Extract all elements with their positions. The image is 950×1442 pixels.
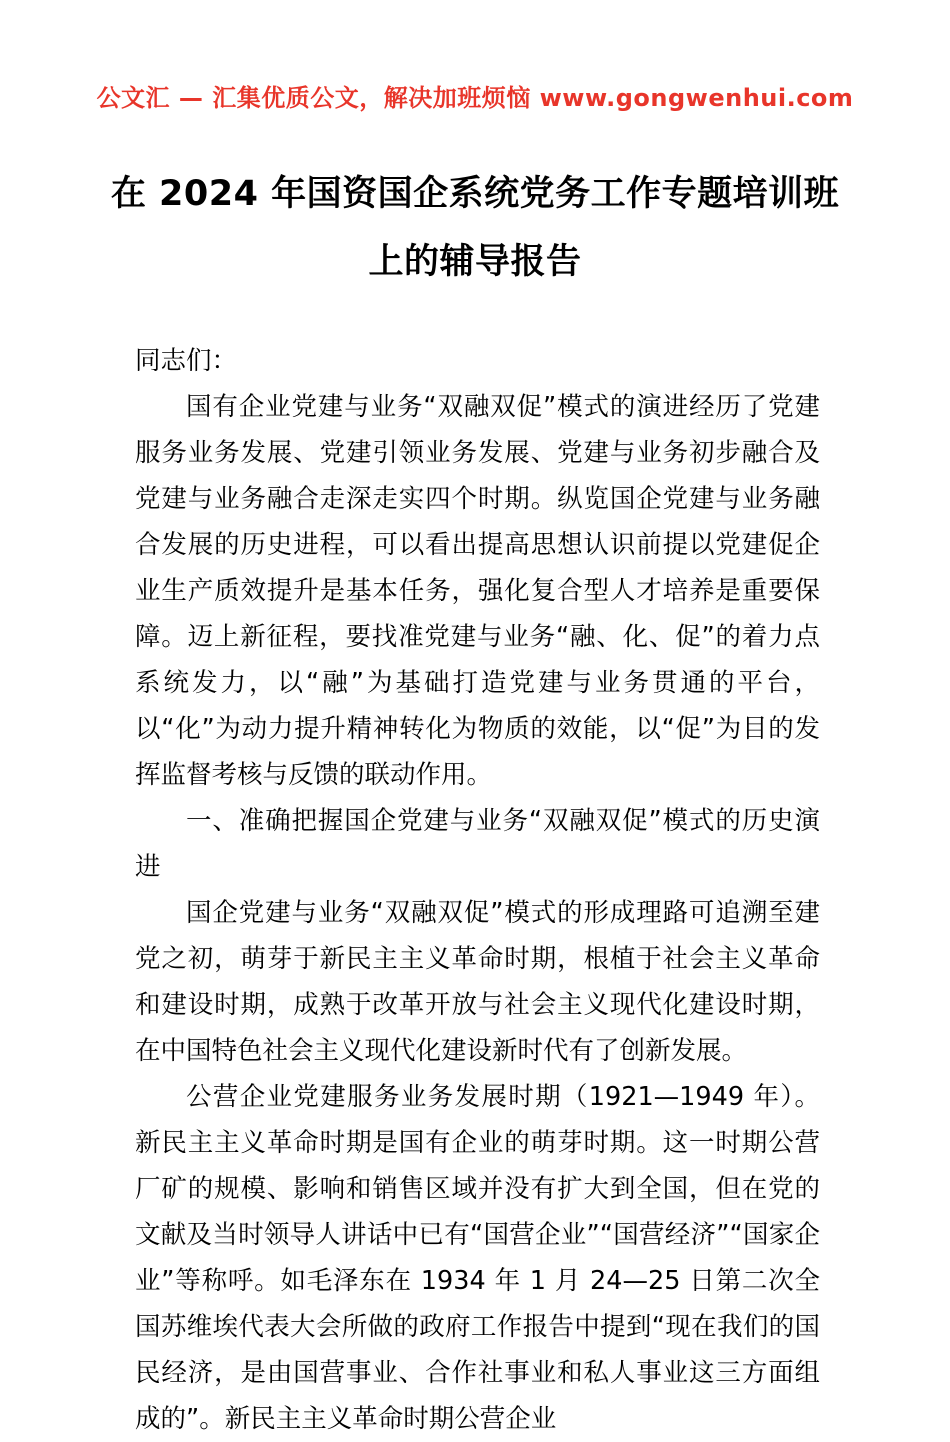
body-paragraph: 国企党建与业务“双融双促”模式的形成理路可追溯至建党之初，萌芽于新民主主义革命时期，根植于社会主义革命和建设时期，成熟于改革开放与社会主义现代化建设时期，在中国特色社会主义现代化建设新时代有了创新发展。 — [135, 898, 820, 1066]
document-body — [0, 338, 950, 1442]
section-heading-one: 一、准确把握国企党建与业务“双融双促”模式的历史演进 — [135, 806, 820, 882]
salutation-paragraph: 同志们： — [135, 346, 238, 376]
site-watermark: 公文汇 — 汇集优质公文，解决加班烦恼 www.gongwenhui.com — [96, 84, 854, 112]
body-paragraph: 公营企业党建服务业务发展时期（1921—1949 年）。新民主主义革命时期是国有企业的萌芽时期。这一时期公营厂矿的规模、影响和销售区域并没有扩大到全国，但在党的文献及当时领导人讲话中已有“国营企业”“国营经济”“国家企业”等称呼。如毛泽东在 1934 年 1 月 24—25 日第二次全国苏维埃代表大会所做的政府工作报告中提到“现在我们的国民经济，是由国营事业、合作社事业和私人事业这三方面组成的”。新民主主义革命时期公营企业 — [135, 1082, 820, 1434]
page-title: 在 2024 年国资国企系统党务工作专题培训班上的辅导报告 — [110, 174, 840, 282]
body-paragraph: 国有企业党建与业务“双融双促”模式的演进经历了党建服务业务发展、党建引领业务发展、党建与业务初步融合及党建与业务融合走深走实四个时期。纵览国企党建与业务融合发展的历史进程，可以看出提高思想认识前提以党建促企业生产质效提升是基本任务，强化复合型人才培养是重要保障。迈上新征程，要找准党建与业务“融、化、促”的着力点系统发力，以“融”为基础打造党建与业务贯通的平台，以“化”为动力提升精神转化为物质的效能，以“促”为目的发挥监督考核与反馈的联动作用。 — [135, 392, 820, 790]
